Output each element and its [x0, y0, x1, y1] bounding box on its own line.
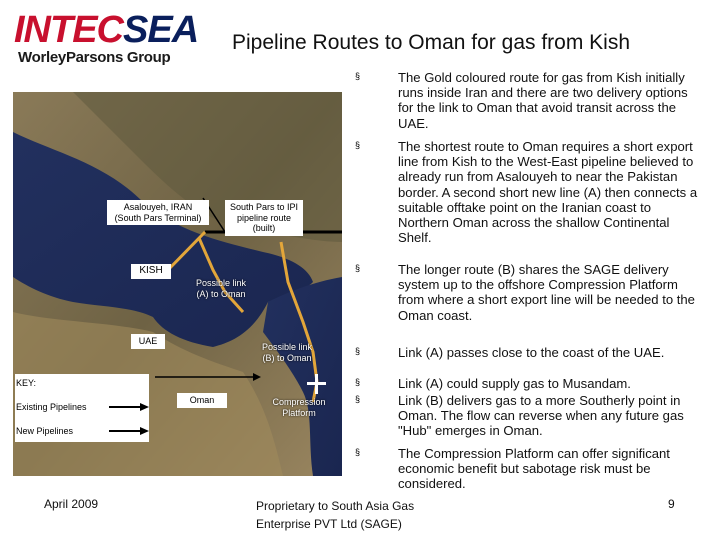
bullet-marker: § — [355, 71, 361, 81]
page-number: 9 — [668, 497, 675, 511]
bullet-marker: § — [355, 140, 361, 150]
key-existing-label: Existing Pipelines — [16, 402, 87, 412]
intecsea-logo — [8, 8, 208, 68]
footer-date: April 2009 — [44, 497, 99, 511]
key-new-label: New Pipelines — [16, 426, 74, 436]
key-new-arrow-icon — [109, 426, 149, 436]
bullet-text: Link (A) could supply gas to Musandam. — [398, 376, 631, 391]
label-oman: Oman — [177, 393, 227, 408]
bullet-text: Link (A) passes close to the coast of the UAE. — [398, 345, 665, 360]
logo-intec-text: INTEC — [14, 9, 123, 51]
label-uae: UAE — [131, 334, 165, 349]
label-compression: Compression Platform — [272, 397, 326, 418]
bullet-text: The Compression Platform can offer significant economic benefit but sabotage risk must be considered. — [398, 446, 670, 492]
map-key — [15, 374, 149, 442]
logo-sea-text: SEA — [123, 9, 199, 51]
label-asalouyeh: Asalouyeh, IRAN (South Pars Terminal) — [107, 200, 209, 225]
label-link-b: Possible link (B) to Oman — [261, 342, 313, 363]
logo-subtitle: WorleyParsons Group — [18, 49, 171, 66]
bullet-text: The longer route (B) shares the SAGE delivery system up to the offshore Compression Platform from where a short export line will be needed to the Oman coast. — [398, 262, 695, 323]
bullet-marker: § — [355, 263, 361, 273]
key-title: KEY: — [16, 378, 37, 388]
bullet-marker: § — [355, 377, 361, 387]
footer-proprietary — [256, 497, 414, 533]
bullet-text: The Gold coloured route for gas from Kish initially runs inside Iran and there are two delivery options for the link to Oman that avoid transit across the UAE. — [398, 70, 688, 131]
label-link-a: Possible link (A) to Oman — [195, 278, 247, 299]
label-kish: KISH — [131, 264, 171, 279]
bullet-text: Link (B) delivers gas to a more Southerly point in Oman. The flow can reverse when any future gas "Hub" emerges in Oman. — [398, 393, 684, 439]
bullet-text: The shortest route to Oman requires a short export line from Kish to the West-East pipeline believed to already run from Asalouyeh to near the Pakistan border. A second short new line (A) then connects a suitable offtake point on the Iranian coast to Northern Oman across the shallow Continental Shelf. — [398, 139, 698, 246]
bullet-marker: § — [355, 394, 361, 404]
label-south-pars: South Pars to IPI pipeline route (built) — [225, 200, 303, 236]
key-existing-arrow-icon — [109, 402, 149, 412]
logo-wordmark — [14, 10, 198, 50]
slide-title: Pipeline Routes to Oman for gas from Kish — [232, 31, 631, 54]
footer-proprietary-line2: Enterprise PVT Ltd (SAGE) — [256, 517, 402, 531]
footer-proprietary-line1: Proprietary to South Asia Gas — [256, 499, 415, 513]
bullet-marker: § — [355, 447, 361, 457]
bullet-marker: § — [355, 346, 361, 356]
